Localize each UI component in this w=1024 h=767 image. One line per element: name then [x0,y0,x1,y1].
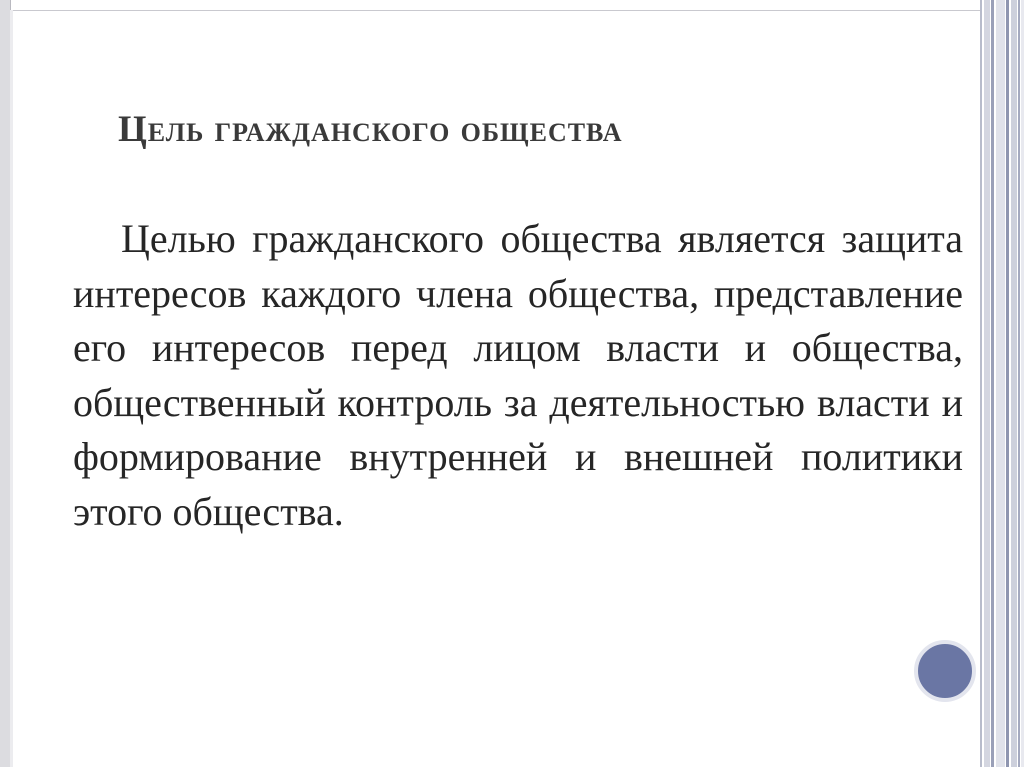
slide-top-border [0,0,980,11]
stripe [984,0,990,767]
slide-left-border-inner [10,10,13,767]
stripe [1006,0,1009,767]
slide-body-text: Целью гражданского общества является защита интересов каждого члена общества, представление его интересов перед лицом власти и общества, общественный контроль за деятельностью власти и формирование внутренней и внешней политики этого общества. [73,216,963,534]
decorative-right-stripes [980,0,1024,767]
stripe [1011,0,1017,767]
decorative-circle [914,640,976,702]
stripe [1018,0,1020,767]
stripe [991,0,994,767]
stripe [980,0,982,767]
stripe [996,0,1005,767]
slide-title: Цель гражданского общества [118,109,623,150]
